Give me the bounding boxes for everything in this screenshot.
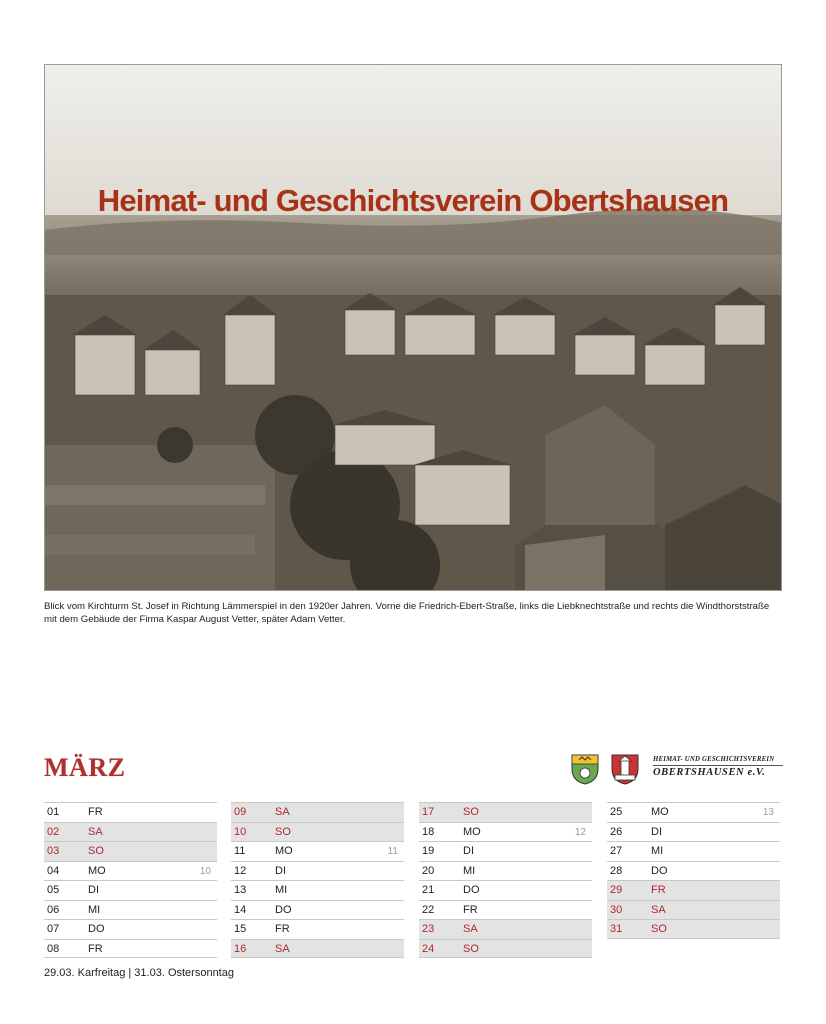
calendar-day-row bbox=[44, 900, 217, 920]
day-number: 19 bbox=[422, 845, 435, 857]
village-photo-illustration bbox=[45, 65, 782, 591]
calendar-day-row bbox=[44, 880, 217, 900]
weekday-label: SO bbox=[651, 923, 667, 935]
weekday-label: DI bbox=[88, 884, 99, 896]
weekday-label: DO bbox=[651, 864, 668, 877]
calendar-day-row bbox=[419, 802, 592, 822]
calendar-day-row bbox=[607, 900, 780, 920]
day-number: 13 bbox=[234, 884, 247, 896]
calendar-column-3 bbox=[419, 802, 592, 958]
day-number: 15 bbox=[234, 923, 247, 935]
day-number: 30 bbox=[610, 903, 623, 916]
calendar-day-row bbox=[231, 802, 404, 822]
calendar-column-1 bbox=[44, 802, 217, 958]
day-number: 21 bbox=[422, 884, 435, 896]
weekday-label: FR bbox=[463, 903, 478, 916]
week-number: 11 bbox=[387, 846, 398, 857]
weekday-label: MI bbox=[463, 864, 476, 877]
calendar-day-row bbox=[607, 822, 780, 842]
coat-of-arms-red-icon bbox=[610, 753, 640, 785]
weekday-label: SA bbox=[275, 942, 290, 955]
calendar-day-row bbox=[231, 900, 404, 920]
calendar-day-row bbox=[419, 900, 592, 920]
day-number: 08 bbox=[47, 942, 60, 955]
calendar-day-row bbox=[231, 822, 404, 842]
calendar-column-2 bbox=[231, 802, 404, 958]
org-name-block bbox=[653, 756, 783, 778]
calendar-day-row bbox=[419, 841, 592, 861]
calendar-day-row bbox=[419, 939, 592, 959]
org-divider bbox=[653, 765, 783, 766]
weekday-label: MI bbox=[275, 884, 288, 896]
day-number: 20 bbox=[422, 864, 435, 877]
day-number: 18 bbox=[422, 825, 435, 838]
month-title: MÄRZ bbox=[44, 753, 126, 782]
week-number: 10 bbox=[199, 865, 211, 877]
caption-line-1: Blick vom Kirchturm St. Josef in Richtung Lämmerspiel in den 1920er Jahren. Vorne die Friedrich-Ebert-Straße, links die Liebknechtstraße und rechts die Windthorststraße bbox=[44, 601, 770, 612]
weekday-label: MI bbox=[651, 845, 664, 857]
week-number: 12 bbox=[574, 826, 586, 838]
weekday-label: MO bbox=[463, 825, 481, 838]
org-name-line-2: OBERTSHAUSEN e.V. bbox=[653, 767, 766, 778]
photo-caption bbox=[44, 600, 784, 626]
weekday-label: SO bbox=[463, 806, 479, 818]
calendar-day-row bbox=[607, 802, 780, 822]
calendar-column-4 bbox=[607, 802, 780, 939]
caption-line-2: mit dem Gebäude der Firma Kaspar August Vetter, später Adam Vetter. bbox=[44, 614, 346, 625]
weekday-label: SA bbox=[463, 923, 478, 935]
weekday-label: DI bbox=[463, 845, 474, 857]
calendar-day-row bbox=[44, 841, 217, 861]
day-number: 10 bbox=[234, 825, 247, 838]
day-number: 02 bbox=[47, 825, 60, 838]
weekday-label: DI bbox=[651, 825, 662, 838]
calendar-day-row bbox=[607, 861, 780, 881]
calendar-day-row bbox=[419, 880, 592, 900]
weekday-label: DO bbox=[88, 923, 105, 935]
day-number: 07 bbox=[47, 923, 60, 935]
calendar-day-row bbox=[607, 919, 780, 939]
weekday-label: MO bbox=[275, 845, 293, 857]
day-number: 04 bbox=[47, 864, 60, 877]
weekday-label: MO bbox=[651, 806, 669, 818]
day-number: 11 bbox=[234, 845, 246, 857]
day-number: 06 bbox=[47, 903, 60, 916]
week-number: 13 bbox=[762, 807, 774, 818]
calendar-day-row bbox=[231, 919, 404, 939]
day-number: 27 bbox=[610, 845, 623, 857]
weekday-label: SA bbox=[88, 825, 103, 838]
day-number: 24 bbox=[422, 942, 435, 955]
day-number: 25 bbox=[610, 806, 623, 818]
weekday-label: MI bbox=[88, 903, 101, 916]
calendar-day-row bbox=[607, 841, 780, 861]
calendar-day-row bbox=[231, 939, 404, 959]
day-number: 22 bbox=[422, 903, 435, 916]
day-number: 29 bbox=[610, 884, 623, 896]
weekday-label: DI bbox=[275, 864, 286, 877]
day-number: 23 bbox=[422, 923, 435, 935]
day-number: 09 bbox=[234, 806, 247, 818]
weekday-label: DO bbox=[275, 903, 292, 916]
weekday-label: SA bbox=[651, 903, 666, 916]
weekday-label: SO bbox=[463, 942, 479, 955]
day-number: 12 bbox=[234, 864, 247, 877]
calendar-day-row bbox=[44, 822, 217, 842]
holiday-note: 29.03. Karfreitag | 31.03. Ostersonntag bbox=[44, 967, 234, 979]
calendar-day-row bbox=[419, 861, 592, 881]
calendar-day-row bbox=[231, 841, 404, 861]
weekday-label: SO bbox=[88, 845, 104, 857]
day-number: 14 bbox=[234, 903, 247, 916]
weekday-label: FR bbox=[88, 942, 103, 955]
day-number: 01 bbox=[47, 806, 60, 818]
historic-photo bbox=[44, 64, 782, 591]
photo-title: Heimat- und Geschichtsverein Obertshausen bbox=[97, 183, 729, 218]
day-number: 17 bbox=[422, 806, 435, 818]
weekday-label: DO bbox=[463, 884, 480, 896]
calendar-day-row bbox=[419, 822, 592, 842]
calendar-day-row bbox=[44, 861, 217, 881]
calendar-day-row bbox=[44, 939, 217, 959]
calendar-day-row bbox=[607, 880, 780, 900]
weekday-label: FR bbox=[88, 806, 103, 818]
coat-of-arms-green-icon bbox=[570, 753, 600, 785]
day-number: 31 bbox=[610, 923, 623, 935]
weekday-label: FR bbox=[651, 884, 666, 896]
day-number: 05 bbox=[47, 884, 60, 896]
calendar-day-row bbox=[44, 802, 217, 822]
day-number: 28 bbox=[610, 864, 623, 877]
calendar-day-row bbox=[231, 861, 404, 881]
weekday-label: FR bbox=[275, 923, 290, 935]
calendar-day-row bbox=[44, 919, 217, 939]
day-number: 16 bbox=[234, 942, 247, 955]
weekday-label: SO bbox=[275, 825, 291, 838]
weekday-label: SA bbox=[275, 806, 290, 818]
calendar-day-row bbox=[419, 919, 592, 939]
day-number: 03 bbox=[47, 845, 60, 857]
org-name-line-1: HEIMAT- UND GESCHICHTSVEREIN bbox=[653, 756, 775, 763]
day-number: 26 bbox=[610, 825, 623, 838]
weekday-label: MO bbox=[88, 864, 106, 877]
calendar-day-row bbox=[231, 880, 404, 900]
